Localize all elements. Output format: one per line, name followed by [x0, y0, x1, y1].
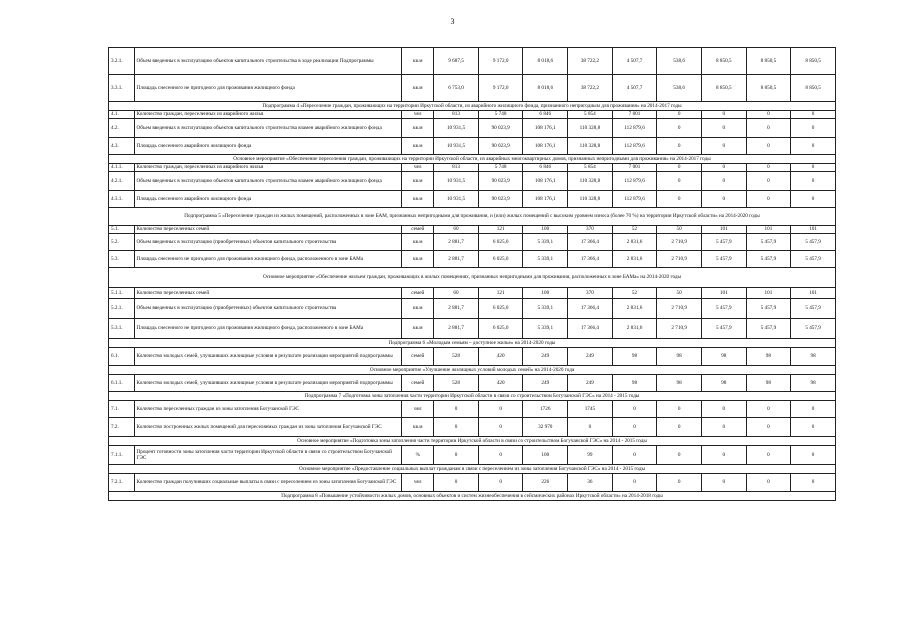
- value-cell: 98: [791, 348, 836, 366]
- value-cell: 0: [791, 138, 836, 155]
- indicator-number: 5.1.1.: [109, 288, 135, 299]
- value-cell: 5 457,9: [701, 319, 746, 339]
- value-cell: 0: [791, 446, 836, 465]
- value-cell: 0: [657, 119, 702, 138]
- value-cell: 0: [657, 172, 702, 191]
- value-cell: 0: [568, 418, 613, 437]
- value-cell: 2 831,6: [612, 299, 657, 319]
- indicator-number: 6.1.1.: [109, 375, 135, 392]
- value-cell: 8 850,5: [701, 48, 746, 75]
- unit-cell: кв.м: [402, 319, 434, 339]
- value-cell: 8 850,5: [791, 48, 836, 75]
- value-cell: 5 457,9: [701, 234, 746, 251]
- unit-cell: кв.м: [402, 191, 434, 208]
- value-cell: 38 722,2: [568, 48, 613, 75]
- section-heading-row: [109, 492, 836, 501]
- value-cell: 38 722,2: [568, 75, 613, 102]
- value-cell: 5 457,9: [701, 251, 746, 268]
- section-heading: Подпрограмма 8 «Повышение устойчивости жилых домов, основных объектов и систем жизнеобеспечения в сейсмических районах Иркутской области» на 2014-2018 годы: [109, 492, 836, 501]
- section-heading-row: [109, 208, 836, 226]
- section-heading: Основное мероприятие «Подготовка зоны затопления части территории Иркутской области в связи со строительством Богучанской ГЭС» на 2014 - 2015 годы: [109, 437, 836, 446]
- indicator-name: Процент готовности зоны затопления части территории Иркутской области в связи со строительством Богучанской ГЭС: [134, 446, 402, 465]
- value-cell: 2 881,7: [434, 234, 479, 251]
- section-heading-row: [109, 155, 836, 164]
- table-row: [109, 234, 836, 251]
- indicator-number: 5.3.1.: [109, 319, 135, 339]
- indicator-number: 3.3.1.: [109, 75, 135, 102]
- value-cell: 0: [612, 401, 657, 418]
- indicator-number: 7.2.: [109, 418, 135, 437]
- value-cell: 98: [701, 348, 746, 366]
- indicator-name: Объем введенных в эксплуатацию объектов капитального строительства взамен аварийного жилищного фонда: [134, 119, 402, 138]
- value-cell: 112 879,6: [612, 119, 657, 138]
- value-cell: 8 018,6: [523, 48, 568, 75]
- value-cell: 112 879,6: [612, 138, 657, 155]
- value-cell: 0: [657, 418, 702, 437]
- table-row: [109, 75, 836, 102]
- table-row: [109, 474, 836, 492]
- value-cell: 0: [746, 111, 791, 119]
- value-cell: 0: [701, 111, 746, 119]
- indicator-number: 5.3.: [109, 251, 135, 268]
- table-row: [109, 288, 836, 299]
- value-cell: 249: [568, 348, 613, 366]
- section-heading-row: [109, 465, 836, 474]
- value-cell: 90 023,9: [478, 172, 523, 191]
- indicator-number: 7.2.1.: [109, 474, 135, 492]
- value-cell: 5 457,9: [746, 299, 791, 319]
- value-cell: 1745: [568, 401, 613, 418]
- value-cell: 0: [657, 111, 702, 119]
- indicator-name: Площадь снесенного аварийного жилищного фонда: [134, 138, 402, 155]
- value-cell: 5 457,9: [701, 299, 746, 319]
- table-row: [109, 251, 836, 268]
- value-cell: 98: [612, 375, 657, 392]
- value-cell: 36: [568, 474, 613, 492]
- value-cell: 0: [746, 138, 791, 155]
- value-cell: 5 339,1: [523, 319, 568, 339]
- value-cell: 0: [791, 191, 836, 208]
- indicator-number: 6.1.: [109, 348, 135, 366]
- unit-cell: семей: [402, 288, 434, 299]
- indicator-name: Количество переселенных граждан из зоны затопления Богучанской ГЭС: [134, 401, 402, 418]
- value-cell: 5 457,9: [746, 234, 791, 251]
- table-row: [109, 299, 836, 319]
- value-cell: 0: [478, 446, 523, 465]
- value-cell: 98: [746, 348, 791, 366]
- value-cell: 108 176,1: [523, 191, 568, 208]
- indicator-number: 4.3.1.: [109, 191, 135, 208]
- value-cell: 10 931,5: [434, 119, 479, 138]
- value-cell: 0: [746, 164, 791, 172]
- table-row: [109, 119, 836, 138]
- indicator-name: Площадь снесенного не пригодного для проживания жилищного фонда, расположенного в зоне БАМа: [134, 319, 402, 339]
- value-cell: 50: [657, 288, 702, 299]
- value-cell: 5 457,9: [791, 319, 836, 339]
- value-cell: 101: [746, 226, 791, 234]
- indicator-number: 4.3.: [109, 138, 135, 155]
- value-cell: 0: [791, 474, 836, 492]
- value-cell: 5 339,1: [523, 234, 568, 251]
- value-cell: 8 850,5: [746, 48, 791, 75]
- value-cell: 6 025,0: [478, 234, 523, 251]
- value-cell: 101: [791, 288, 836, 299]
- value-cell: 2 831,6: [612, 251, 657, 268]
- value-cell: 5 457,9: [746, 251, 791, 268]
- indicator-name: Объем введенных в эксплуатацию объектов капитального строительства в ходе реализации Подпрограммы: [134, 48, 402, 75]
- value-cell: 98: [701, 375, 746, 392]
- value-cell: 2 831,6: [612, 234, 657, 251]
- section-heading-row: [109, 339, 836, 348]
- section-heading: Подпрограмма 5 «Переселение граждан из жилых помещений, расположенных в зоне БАМ, признанных непригодными для проживания, и (или) жилых помещений с высоким уровнем износа (более 70 %) на территории Иркутской области» на 2014-2020 годы: [109, 208, 836, 226]
- indicator-number: 5.1.: [109, 226, 135, 234]
- value-cell: 0: [746, 474, 791, 492]
- table-row: [109, 48, 836, 75]
- table-row: [109, 138, 836, 155]
- value-cell: 112 879,6: [612, 191, 657, 208]
- value-cell: 0: [434, 474, 479, 492]
- table-row: [109, 418, 836, 437]
- section-heading: Основное мероприятие «Обеспечение переселения граждан, проживающих на территории Иркутской области, из аварийных многоквартирных домов, признанных непригодными для проживания» на 2014-2017 годы: [109, 155, 836, 164]
- value-cell: 108 176,1: [523, 119, 568, 138]
- value-cell: 0: [478, 418, 523, 437]
- value-cell: 0: [657, 138, 702, 155]
- value-cell: 99: [568, 446, 613, 465]
- value-cell: 813: [434, 164, 479, 172]
- value-cell: 1726: [523, 401, 568, 418]
- value-cell: 5 339,1: [523, 251, 568, 268]
- value-cell: 5 339,1: [523, 299, 568, 319]
- value-cell: 98: [657, 375, 702, 392]
- value-cell: 5 457,9: [791, 299, 836, 319]
- value-cell: 420: [478, 348, 523, 366]
- value-cell: 2 881,7: [434, 319, 479, 339]
- value-cell: 0: [434, 446, 479, 465]
- value-cell: 5 457,9: [791, 251, 836, 268]
- indicator-number: 4.1.1.: [109, 164, 135, 172]
- value-cell: 0: [791, 119, 836, 138]
- unit-cell: семей: [402, 348, 434, 366]
- indicator-name: Площадь снесенного не пригодного для проживания жилищного фонда: [134, 75, 402, 102]
- value-cell: 4 507,7: [612, 48, 657, 75]
- value-cell: 420: [478, 375, 523, 392]
- value-cell: 90 023,9: [478, 138, 523, 155]
- unit-cell: кв.м: [402, 172, 434, 191]
- value-cell: 5 748: [478, 111, 523, 119]
- value-cell: 50: [657, 226, 702, 234]
- value-cell: 6 025,0: [478, 251, 523, 268]
- table-row: [109, 164, 836, 172]
- value-cell: 0: [434, 401, 479, 418]
- value-cell: 0: [701, 446, 746, 465]
- value-cell: 101: [791, 226, 836, 234]
- value-cell: 9 687,5: [434, 48, 479, 75]
- value-cell: 98: [746, 375, 791, 392]
- value-cell: 0: [791, 418, 836, 437]
- value-cell: 100: [523, 226, 568, 234]
- indicator-name: Объем введенных в эксплуатацию (приобретенных) объектов капитального строительства: [134, 299, 402, 319]
- section-heading: Основное мероприятие «Предоставление социальных выплат гражданам в связи с переселением из зоны затопления Богучанской ГЭС» на 2014 - 2015 годы: [109, 465, 836, 474]
- value-cell: 0: [746, 119, 791, 138]
- indicator-name: Площадь снесенного не пригодного для проживания жилищного фонда, расположенного в зоне БАМа: [134, 251, 402, 268]
- value-cell: 101: [701, 288, 746, 299]
- value-cell: 370: [568, 226, 613, 234]
- value-cell: 90 023,9: [478, 191, 523, 208]
- value-cell: 121: [478, 288, 523, 299]
- value-cell: 0: [612, 446, 657, 465]
- value-cell: 52: [612, 288, 657, 299]
- value-cell: 110 328,8: [568, 172, 613, 191]
- value-cell: 0: [701, 401, 746, 418]
- value-cell: 60: [434, 288, 479, 299]
- value-cell: 121: [478, 226, 523, 234]
- value-cell: 110 328,8: [568, 119, 613, 138]
- value-cell: 9 172,0: [478, 48, 523, 75]
- indicator-number: 5.2.: [109, 234, 135, 251]
- indicator-name: Количество граждан, переселенных из аварийного жилья: [134, 164, 402, 172]
- value-cell: 8 850,5: [746, 75, 791, 102]
- value-cell: 8 018,6: [523, 75, 568, 102]
- value-cell: 10 931,5: [434, 172, 479, 191]
- value-cell: 0: [746, 172, 791, 191]
- indicator-name: Объем введенных в эксплуатацию объектов капитального строительства взамен аварийного жилищного фонда: [134, 172, 402, 191]
- value-cell: 108 176,1: [523, 172, 568, 191]
- value-cell: 0: [701, 119, 746, 138]
- value-cell: 7 001: [612, 111, 657, 119]
- unit-cell: кв.м: [402, 75, 434, 102]
- value-cell: 100: [523, 446, 568, 465]
- value-cell: 98: [612, 348, 657, 366]
- unit-cell: семей: [402, 375, 434, 392]
- value-cell: 6 846: [523, 164, 568, 172]
- value-cell: 2 710,9: [657, 234, 702, 251]
- value-cell: 0: [478, 401, 523, 418]
- table-row: [109, 191, 836, 208]
- value-cell: 6 753,0: [434, 75, 479, 102]
- value-cell: 0: [701, 172, 746, 191]
- value-cell: 7 001: [612, 164, 657, 172]
- value-cell: 60: [434, 226, 479, 234]
- section-heading-row: [109, 437, 836, 446]
- table-row: [109, 172, 836, 191]
- value-cell: 32 970: [523, 418, 568, 437]
- section-heading-row: [109, 102, 836, 111]
- unit-cell: чел: [402, 474, 434, 492]
- value-cell: 9 172,0: [478, 75, 523, 102]
- value-cell: 17 366,4: [568, 234, 613, 251]
- unit-cell: кв.м: [402, 299, 434, 319]
- value-cell: 0: [657, 191, 702, 208]
- value-cell: 8 850,5: [701, 75, 746, 102]
- value-cell: 0: [701, 418, 746, 437]
- indicator-number: 4.2.: [109, 119, 135, 138]
- indicator-number: 4.1.: [109, 111, 135, 119]
- value-cell: 6 846: [523, 111, 568, 119]
- value-cell: 90 023,9: [478, 119, 523, 138]
- indicator-name: Количество граждан получивших социальные выплаты в связи с переселением из зоны затопления Богучанской ГЭС: [134, 474, 402, 492]
- value-cell: 538,6: [657, 48, 702, 75]
- indicator-name: Количество граждан, переселенных из аварийного жилья: [134, 111, 402, 119]
- value-cell: 0: [791, 111, 836, 119]
- unit-cell: кв.м: [402, 418, 434, 437]
- value-cell: 0: [791, 401, 836, 418]
- table-row: [109, 446, 836, 465]
- indicator-name: Количество переселенных семей: [134, 226, 402, 234]
- indicator-number: 5.2.1.: [109, 299, 135, 319]
- value-cell: 0: [701, 191, 746, 208]
- unit-cell: кв.м: [402, 119, 434, 138]
- value-cell: 5 748: [478, 164, 523, 172]
- value-cell: 0: [746, 446, 791, 465]
- value-cell: 5 854: [568, 164, 613, 172]
- value-cell: 0: [746, 418, 791, 437]
- value-cell: 10 931,5: [434, 191, 479, 208]
- value-cell: 100: [523, 288, 568, 299]
- section-heading: Основное мероприятие «Обеспечение жильем граждан, проживающих в жилых помещениях, признанных непригодными для проживания, расположенных в зоне БАМа» на 2014-2020 годы: [109, 268, 836, 288]
- indicator-number: 3.2.1.: [109, 48, 135, 75]
- value-cell: 0: [746, 191, 791, 208]
- value-cell: 52: [612, 226, 657, 234]
- value-cell: 110 328,8: [568, 138, 613, 155]
- value-cell: 249: [523, 375, 568, 392]
- unit-cell: семей: [402, 226, 434, 234]
- value-cell: 101: [701, 226, 746, 234]
- value-cell: 108 176,1: [523, 138, 568, 155]
- unit-cell: кв.м: [402, 234, 434, 251]
- indicator-name: Количество переселенных семей: [134, 288, 402, 299]
- value-cell: 5 457,9: [791, 234, 836, 251]
- section-heading: Подпрограмма 6 «Молодым семьям – доступное жилье» на 2014-2020 годы: [109, 339, 836, 348]
- value-cell: 528: [434, 375, 479, 392]
- value-cell: 5 854: [568, 111, 613, 119]
- value-cell: 0: [657, 474, 702, 492]
- table-row: [109, 401, 836, 418]
- value-cell: 0: [612, 474, 657, 492]
- value-cell: 528: [434, 348, 479, 366]
- value-cell: 4 507,7: [612, 75, 657, 102]
- value-cell: 0: [434, 418, 479, 437]
- table-row: [109, 319, 836, 339]
- value-cell: 112 879,6: [612, 172, 657, 191]
- value-cell: 2 710,9: [657, 319, 702, 339]
- value-cell: 17 366,4: [568, 319, 613, 339]
- value-cell: 101: [746, 288, 791, 299]
- value-cell: 249: [568, 375, 613, 392]
- value-cell: 2 881,7: [434, 251, 479, 268]
- section-heading-row: [109, 268, 836, 288]
- section-heading-row: [109, 392, 836, 401]
- value-cell: 0: [701, 474, 746, 492]
- unit-cell: %: [402, 446, 434, 465]
- value-cell: 2 881,7: [434, 299, 479, 319]
- table-row: [109, 111, 836, 119]
- value-cell: 0: [478, 474, 523, 492]
- section-heading: Основное мероприятие «Улучшение жилищных условий молодых семей» на 2014-2020 года: [109, 366, 836, 375]
- indicator-name: Площадь снесенного аварийного жилищного фонда: [134, 191, 402, 208]
- section-heading: Подпрограмма 7 «Подготовка зоны затопления части территории Иркутской области в связи со строительством Богучанской ГЭС» на 2014 - 2015 годы: [109, 392, 836, 401]
- value-cell: 0: [657, 446, 702, 465]
- indicator-name: Количество построенных жилых помещений для переселяемых граждан из зоны затопления Богучанской ГЭС: [134, 418, 402, 437]
- value-cell: 813: [434, 111, 479, 119]
- unit-cell: чел: [402, 164, 434, 172]
- page-number: 3: [450, 17, 455, 26]
- unit-cell: чел: [402, 111, 434, 119]
- indicator-name: Количество молодых семей, улучшивших жилищные условия в результате реализации мероприятий подпрограммы: [134, 348, 402, 366]
- section-heading-row: [109, 366, 836, 375]
- value-cell: 0: [701, 138, 746, 155]
- value-cell: 0: [657, 164, 702, 172]
- value-cell: 0: [791, 172, 836, 191]
- value-cell: 0: [746, 401, 791, 418]
- indicator-name: Количество молодых семей, улучшивших жилищные условия в результате реализации мероприятий подпрограммы: [134, 375, 402, 392]
- table-row: [109, 348, 836, 366]
- unit-cell: чел: [402, 401, 434, 418]
- indicator-number: 7.1.1.: [109, 446, 135, 465]
- indicator-name: Объем введенных в эксплуатацию (приобретенных) объектов капитального строительства: [134, 234, 402, 251]
- indicator-number: 7.1.: [109, 401, 135, 418]
- value-cell: 98: [791, 375, 836, 392]
- value-cell: 2 710,9: [657, 299, 702, 319]
- value-cell: 249: [523, 348, 568, 366]
- value-cell: 17 366,4: [568, 251, 613, 268]
- value-cell: 2 710,9: [657, 251, 702, 268]
- unit-cell: кв.м: [402, 138, 434, 155]
- value-cell: 538,6: [657, 75, 702, 102]
- value-cell: 5 457,9: [746, 319, 791, 339]
- value-cell: 6 025,0: [478, 299, 523, 319]
- value-cell: 0: [612, 418, 657, 437]
- unit-cell: кв.м: [402, 48, 434, 75]
- value-cell: 98: [657, 348, 702, 366]
- value-cell: 2 831,6: [612, 319, 657, 339]
- value-cell: 370: [568, 288, 613, 299]
- value-cell: 0: [791, 164, 836, 172]
- section-heading: Подпрограмма 4 «Переселение граждан, проживающих на территории Иркутской области, из аварийного жилищного фонда, признанного непригодным для проживания» на 2014-2017 годы: [109, 102, 836, 111]
- indicator-number: 4.2.1.: [109, 172, 135, 191]
- value-cell: 10 931,5: [434, 138, 479, 155]
- unit-cell: кв.м: [402, 251, 434, 268]
- value-cell: 17 366,4: [568, 299, 613, 319]
- indicators-table: [108, 47, 836, 501]
- value-cell: 0: [701, 164, 746, 172]
- value-cell: 8 850,5: [791, 75, 836, 102]
- value-cell: 0: [657, 401, 702, 418]
- value-cell: 6 025,0: [478, 319, 523, 339]
- table-row: [109, 375, 836, 392]
- value-cell: 226: [523, 474, 568, 492]
- value-cell: 110 328,8: [568, 191, 613, 208]
- table-row: [109, 226, 836, 234]
